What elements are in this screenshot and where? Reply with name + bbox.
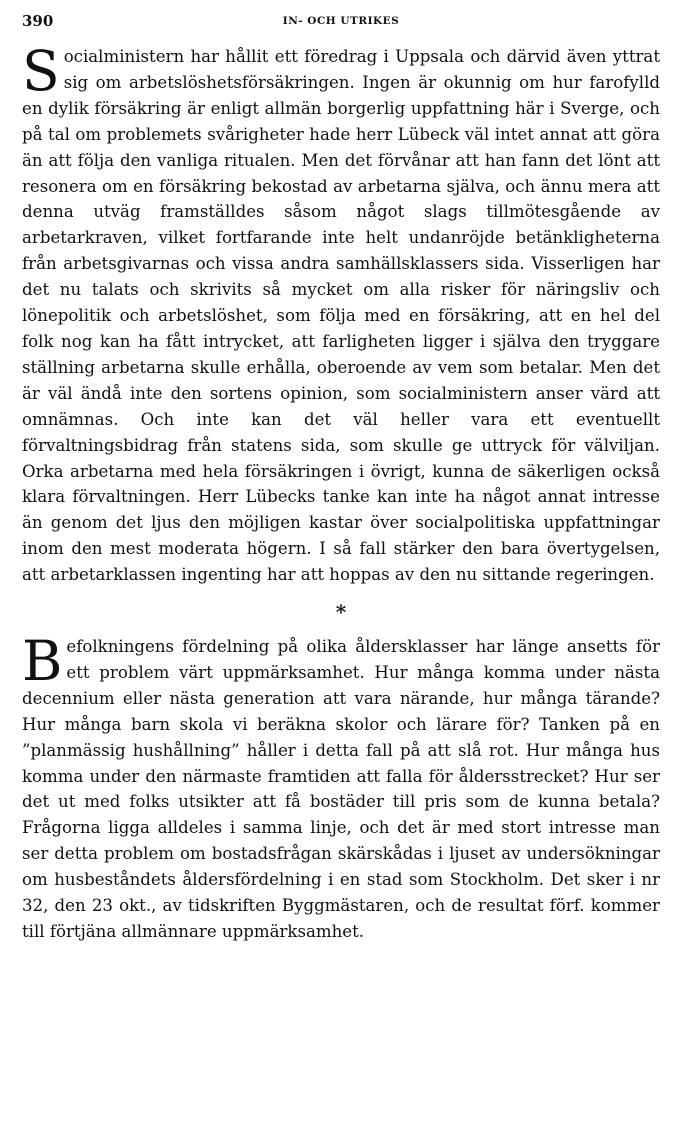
paragraph-text: efolkningens fördelning på olika åldersklasser har länge ansetts för ett problem värt uppmärksamhet. Hur många komma under nästa decennium eller nästa generation att vara närande, hur många tärande? Hur många barn skola vi beräkna skolor och lärare för? Tanken på en ”planmässig hushållning” håller i detta fall på att slå rot. Hur många hus komma under den närmaste framtiden att falla för åldersstrecket? Hur ser det ut med folks utsikter att få bostäder till pris som de kunna betala? Frågorna ligga alldeles i samma linje, och det är med stort intresse man ser detta problem om bostadsfrågan skärskådas i ljuset av undersökningar om husbeståndets åldersfördelning i en stad som Stockholm. Det sker i nr 32, den 23 okt., av tidskriften Byggmästaren, och de resultat förf. kommer till förtjäna allmännare uppmärksamhet. bbox=[22, 637, 660, 941]
paragraph-population-age bbox=[22, 629, 660, 945]
page-header bbox=[22, 10, 660, 34]
document-page bbox=[22, 10, 660, 945]
page-number: 390 bbox=[22, 12, 54, 30]
running-head: IN- OCH UTRIKES bbox=[282, 15, 400, 27]
section-separator: * bbox=[335, 600, 347, 625]
paragraph-social-insurance bbox=[22, 39, 660, 588]
drop-cap-initial: B bbox=[22, 629, 63, 694]
drop-cap-initial: S bbox=[22, 39, 60, 103]
paragraph-text: ocialministern har hållit ett föredrag i Uppsala och därvid även yttrat sig om arbetslöshetsförsäkringen. Ingen är okunnig om hur farofylld en dylik försäkring är enligt allmän borgerlig uppfattning här i Sverge, och på tal om problemets svårigheter hade herr Lübeck väl intet annat att göra än att följa den vanliga ritualen. Men det förvånar att han fann det lönt att resonera om en försäkring bekostad av arbetarna själva, och ännu mera att denna utväg framställdes såsom något slags tillmötesgående av arbetarkraven, vilket fortfarande inte helt undanröjde betänkligheterna från arbetsgivarnas och vissa andra samhällsklassers sida. Visserligen har det nu talats och skrivits så mycket om alla risker för näringsliv och lönepolitik och arbetslöshet, som följa med en försäkring, att en hel del folk nog kan ha fått intrycket, att farligheten ligger i själva den tryggare ställning arbetarna skulle erhålla, oberoende av vem som betalar. Men det är väl ändå inte den sortens opinion, som socialministern anser värd att omnämnas. Och inte kan det väl heller vara ett eventuellt förvaltningsbidrag från statens sida, som skulle ge uttryck för välviljan. Orka arbetarna med hela försäkringen i övrigt, kunna de säkerligen också klara förvaltningen. Herr Lübecks tanke kan inte ha något annat intresse än genom det ljus den möjligen kastar över socialpolitiska uppfattningar inom den mest moderata högern. I så fall stärker den bara övertygelsen, att arbetarklassen ingenting har att hoppas av den nu sittande regeringen. bbox=[22, 47, 660, 585]
